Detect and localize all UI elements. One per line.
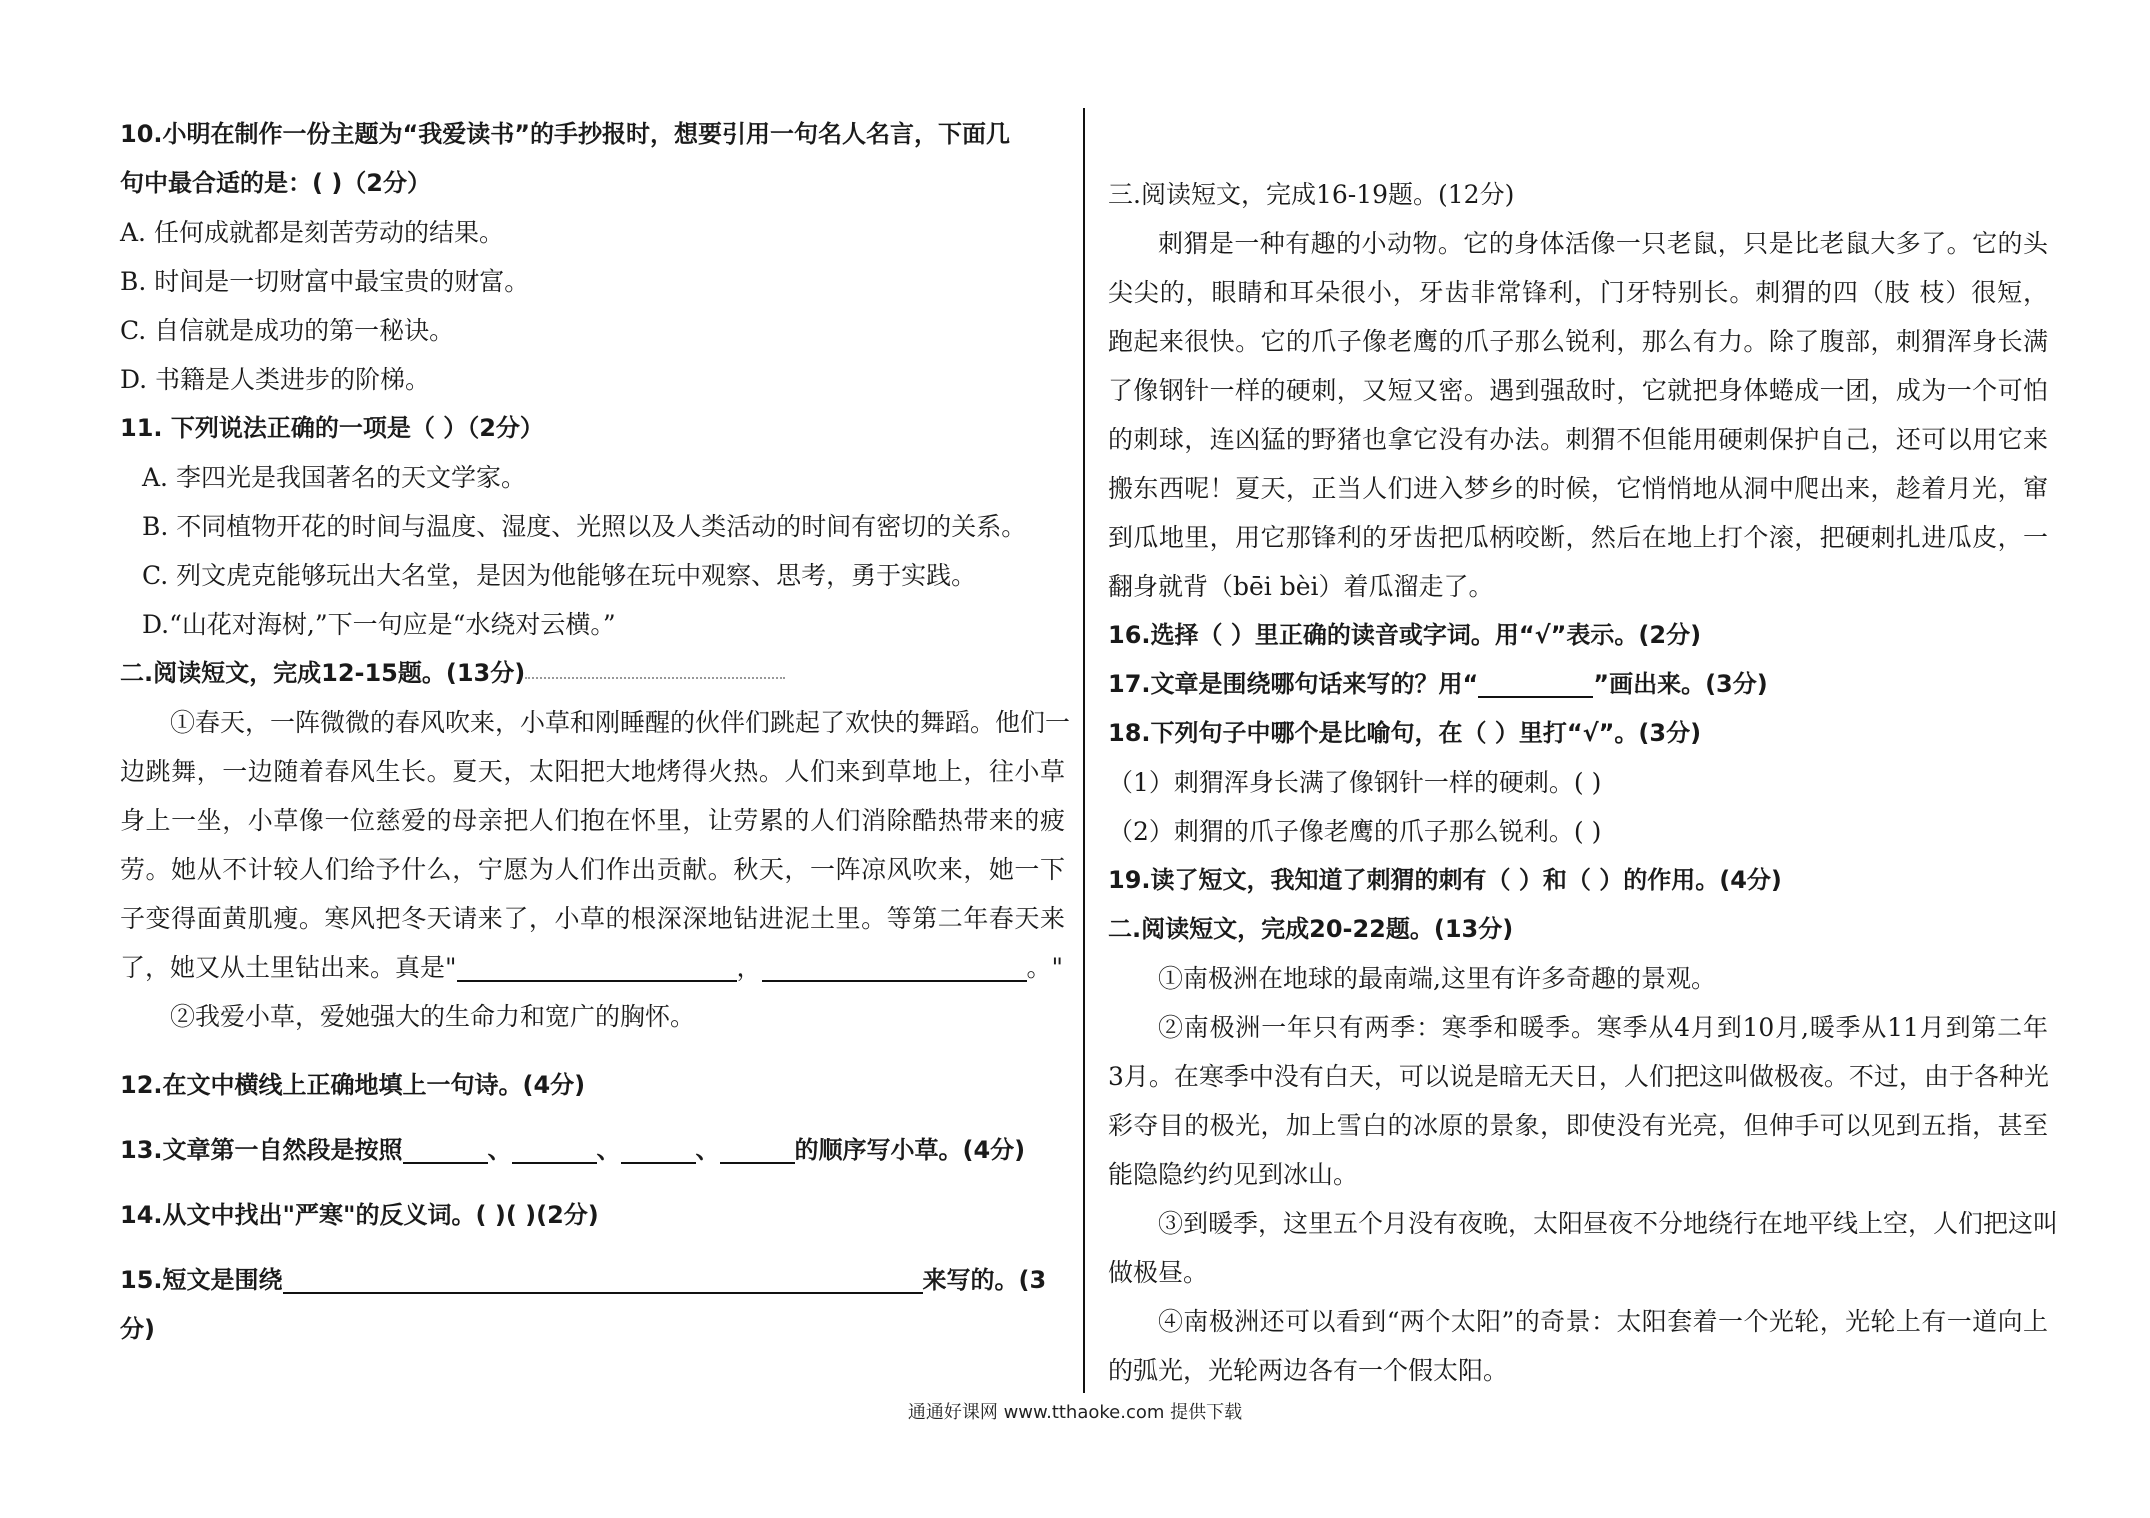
- section4-title: 二.阅读短文，完成20-22题。(13分): [1108, 915, 1514, 943]
- q13-blank-2[interactable]: [512, 1134, 597, 1164]
- q10-option-a: A. 任何成就都是刻苦劳动的结果。: [120, 218, 504, 247]
- q16: 16.选择（ ）里正确的读音或字词。用“√”表示。(2分): [1108, 621, 1702, 649]
- section3-line6: 搬东西呢！夏天，正当人们进入梦乡的时候，它悄悄地从洞中爬出来，趁着月光，窜: [1108, 474, 2048, 503]
- q17-blank[interactable]: [1478, 668, 1593, 698]
- section2-para1-line3: 身上一坐，小草像一位慈爱的母亲把人们抱在怀里，让劳累的人们消除酷热带来的疲: [120, 806, 1065, 835]
- q15-line2: 分): [120, 1315, 155, 1343]
- q13-blank-3[interactable]: [621, 1134, 696, 1164]
- q11-option-c: C. 列文虎克能够玩出大名堂，是因为他能够在玩中观察、思考，勇于实践。: [142, 561, 977, 590]
- q18-item-1: （1）刺猬浑身长满了像钢针一样的硬刺。( ): [1108, 768, 1602, 797]
- q10-option-c: C. 自信就是成功的第一秘诀。: [120, 316, 455, 345]
- section3-line7: 到瓜地里，用它那锋利的牙齿把瓜柄咬断，然后在地上打个滚，把硬刺扎进瓜皮，一: [1108, 523, 2048, 552]
- section4-p3-line2: 做极昼。: [1108, 1258, 1209, 1287]
- section4-p2-line4: 能隐隐约约见到冰山。: [1108, 1160, 1359, 1189]
- q13-sep-2: 、: [596, 1136, 621, 1164]
- section4-p4-line1: ④南极洲还可以看到“两个太阳”的奇景：太阳套着一个光轮，光轮上有一道向上: [1158, 1307, 2048, 1336]
- right-column: [1108, 170, 2059, 1395]
- section3-title: 三.阅读短文，完成16-19题。(12分): [1108, 180, 1515, 209]
- q10-option-b: B. 时间是一切财富中最宝贵的财富。: [120, 267, 530, 296]
- q17-prefix: 17.文章是围绕哪句话来写的？用“: [1108, 670, 1479, 698]
- footer-credit: 通通好课网 www.tthaoke.com 提供下载: [907, 1402, 1243, 1423]
- q12: 12.在文中横线上正确地填上一句诗。(4分): [120, 1071, 586, 1099]
- section4-p2-line2: 3月。在寒季中没有白天，可以说是暗无天日，人们把这叫做极夜。不过，由于各种光: [1108, 1062, 2049, 1091]
- dotted-mark: [525, 657, 785, 679]
- q11-option-d: D.“山花对海树,”下一句应是“水绕对云横。”: [142, 610, 616, 639]
- q10-line1: 10.小明在制作一份主题为“我爱读书”的手抄报时，想要引用一句名人名言，下面几: [120, 120, 1011, 148]
- section3-line8: 翻身就背（bēi bèi）着瓜溜走了。: [1108, 572, 1494, 601]
- section2-para1-line5: 子变得面黄肌瘦。寒风把冬天请来了，小草的根深深地钻进泥土里。等第二年春天来: [120, 904, 1065, 933]
- section2-title: [120, 649, 1065, 698]
- q18-title: 18.下列句子中哪个是比喻句，在（ ）里打“√”。(3分): [1108, 719, 1702, 747]
- section2-para1-line6: [120, 943, 1065, 992]
- q13-sep-3: 、: [695, 1136, 720, 1164]
- left-column: [120, 110, 1071, 1354]
- q15-suffix: 来写的。(3: [922, 1266, 1047, 1294]
- section2-para1-line1: ①春天，一阵微微的春风吹来，小草和刚睡醒的伙伴们跳起了欢快的舞蹈。他们一: [170, 708, 1071, 737]
- poem-blank-2[interactable]: [762, 952, 1027, 982]
- section2-para2: ②我爱小草，爱她强大的生命力和宽广的胸怀。: [170, 1002, 696, 1031]
- section4-p4-line2: 的弧光，光轮两边各有一个假太阳。: [1108, 1356, 1509, 1385]
- para1-last-prefix: 了，她又从土里钻出来。真是": [120, 953, 457, 982]
- q18-item-2: （2）刺猬的爪子像老鹰的爪子那么锐利。( ): [1108, 817, 1602, 846]
- q11-option-b: B. 不同植物开花的时间与温度、湿度、光照以及人类活动的时间有密切的关系。: [142, 512, 1027, 541]
- section2-para1-line2: 边跳舞，一边随着春风生长。夏天，太阳把大地烤得火热。人们来到草地上，往小草: [120, 757, 1065, 786]
- q17-suffix: ”画出来。(3分): [1593, 670, 1768, 698]
- section3-line2: 尖尖的，眼睛和耳朵很小，牙齿非常锋利，门牙特别长。刺猬的四（肢 枝）很短，: [1108, 278, 2048, 307]
- q11-option-a: A. 李四光是我国著名的天文学家。: [142, 463, 526, 492]
- section3-line5: 的刺球，连凶猛的野猪也拿它没有办法。刺猬不但能用硬刺保护自己，还可以用它来: [1108, 425, 2048, 454]
- q13-prefix: 13.文章第一自然段是按照: [120, 1136, 403, 1164]
- section4-p2-line1: ②南极洲一年只有两季：寒季和暖季。寒季从4月到10月,暖季从11月到第二年: [1158, 1013, 2048, 1042]
- para1-last-end: 。": [1026, 953, 1064, 982]
- poem-blank-1[interactable]: [457, 952, 737, 982]
- q15-prefix: 15.短文是围绕: [120, 1266, 283, 1294]
- q11-title: 11. 下列说法正确的一项是（ ）（2分）: [120, 414, 544, 442]
- q17: [1108, 660, 2048, 709]
- q10-line2: 句中最合适的是：( )（2分）: [120, 169, 431, 197]
- section4-p3-line1: ③到暖季，这里五个月没有夜晚，太阳昼夜不分地绕行在地平线上空，人们把这叫: [1158, 1209, 2059, 1238]
- q19: 19.读了短文，我知道了刺猬的刺有（ ）和（ ）的作用。(4分): [1108, 866, 1782, 894]
- section4-p1: ①南极洲在地球的最南端,这里有许多奇趣的景观。: [1158, 964, 1716, 993]
- q10-option-d: D. 书籍是人类进步的阶梯。: [120, 365, 431, 394]
- section4-p2-line3: 彩夺目的极光，加上雪白的冰原的景象，即使没有光亮，但伸手可以见到五指，甚至: [1108, 1111, 2048, 1140]
- section3-line4: 了像钢针一样的硬刺，又短又密。遇到强敌时，它就把身体蜷成一团，成为一个可怕: [1108, 376, 2048, 405]
- section3-line3: 跑起来很快。它的爪子像老鹰的爪子那么锐利，那么有力。除了腹部，刺猬浑身长满: [1108, 327, 2048, 356]
- para1-last-comma: ，: [736, 953, 762, 982]
- q13-suffix: 的顺序写小草。(4分): [794, 1136, 1026, 1164]
- q13: [120, 1126, 1065, 1175]
- q13-blank-1[interactable]: [403, 1134, 488, 1164]
- q14: 14.从文中找出"严寒"的反义词。( )( )(2分): [120, 1201, 599, 1229]
- q15: [120, 1256, 1065, 1305]
- q15-blank[interactable]: [283, 1264, 923, 1294]
- q13-blank-4[interactable]: [720, 1134, 795, 1164]
- section3-line1: 刺猬是一种有趣的小动物。它的身体活像一只老鼠，只是比老鼠大多了。它的头: [1158, 229, 2048, 258]
- column-divider: [1083, 108, 1085, 1393]
- section2-title-text: 二.阅读短文，完成12-15题。(13分): [120, 659, 526, 687]
- q13-sep-1: 、: [487, 1136, 512, 1164]
- section2-para1-line4: 劳。她从不计较人们给予什么，宁愿为人们作出贡献。秋天，一阵凉风吹来，她一下: [120, 855, 1065, 884]
